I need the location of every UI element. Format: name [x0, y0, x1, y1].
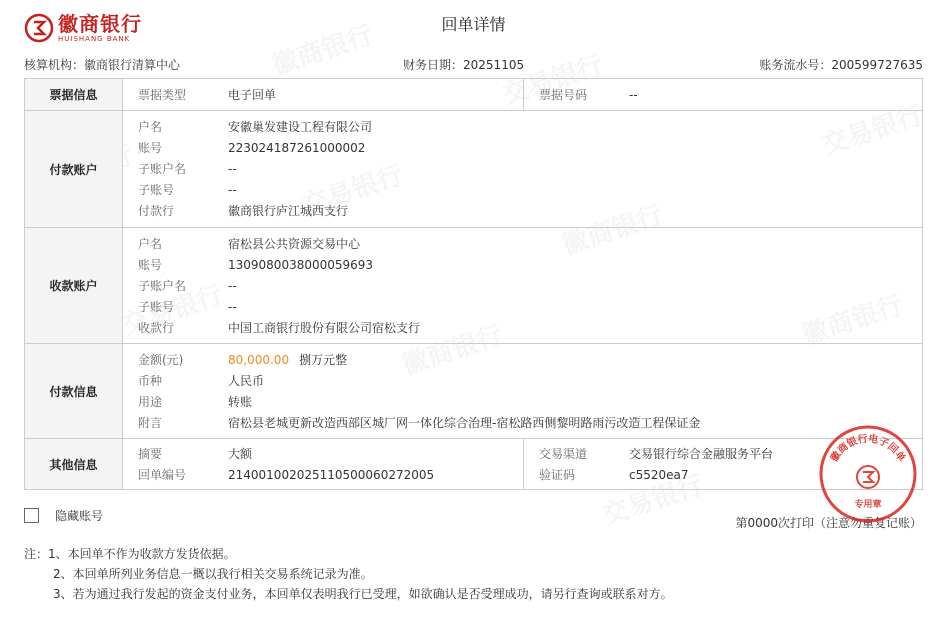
- amount-upper: 捌万元整: [299, 353, 348, 367]
- field-value: 安徽巢发建设工程有限公司: [228, 120, 373, 134]
- serial-label: 账务流水号：: [759, 58, 832, 72]
- note-item: 3、若为通过我行发起的资金支付业务，本回单仅表明我行已受理，如欲确认是否受理成功，请另行查询或联系对方。: [53, 587, 673, 601]
- receipt-number-label: 回单编号: [138, 468, 187, 482]
- field-row: [138, 233, 922, 254]
- field-row: [138, 158, 922, 179]
- notes: [24, 544, 673, 604]
- currency-value: 人民币: [228, 374, 265, 388]
- field-row: [138, 179, 922, 200]
- field-row: [138, 349, 922, 370]
- field-value: 徽商银行庐江城西支行: [228, 204, 349, 218]
- section-header: 付款账户: [25, 111, 123, 227]
- section-payee: [25, 228, 922, 344]
- field-label: 子账号: [138, 300, 175, 314]
- section-other: [25, 439, 922, 489]
- field-row: [138, 412, 922, 433]
- section-payer: [25, 111, 922, 228]
- section-header: 付款信息: [25, 344, 123, 438]
- field-value: --: [228, 278, 237, 293]
- field-label: 户名: [138, 237, 163, 251]
- field-row: [138, 464, 523, 485]
- field-row: [138, 254, 922, 275]
- page-title: 回单详情: [441, 15, 506, 34]
- receipt-no-value: --: [629, 87, 638, 102]
- section-payment: [25, 344, 922, 439]
- field-row: [138, 370, 922, 391]
- field-value: --: [228, 182, 237, 197]
- remark-label: 附言: [138, 416, 163, 430]
- meta-row: [24, 56, 923, 72]
- field-label: 子账号: [138, 183, 175, 197]
- field-row: [138, 317, 922, 338]
- receipt-no-label: 票据号码: [539, 88, 588, 102]
- org-value: 徽商银行清算中心: [84, 58, 181, 72]
- electronic-seal-stamp: [817, 423, 919, 525]
- section-header: 收款账户: [25, 228, 123, 343]
- field-label: 收款行: [138, 321, 175, 335]
- hide-account-checkbox[interactable]: [24, 508, 39, 523]
- stamp-sub: 专用章: [854, 500, 882, 510]
- hide-account-label: 隐藏账号: [55, 509, 104, 523]
- date-value: 20251105: [463, 58, 525, 72]
- field-label: 付款行: [138, 204, 175, 218]
- field-value: 1309080038000059693: [228, 257, 374, 272]
- field-value: 中国工商银行股份有限公司宿松支行: [228, 321, 421, 335]
- note-item: 2、本回单所列业务信息一概以我行相关交易系统记录为准。: [53, 567, 373, 581]
- field-row: [138, 200, 922, 221]
- note-item: 注：1、本回单不作为收款方发货依据。: [24, 547, 236, 561]
- amount-label: 金额(元): [138, 353, 184, 367]
- field-row: [138, 116, 922, 137]
- field-value: 223024187261000002: [228, 140, 366, 155]
- field-row: [138, 137, 922, 158]
- field-row: [138, 296, 922, 317]
- field-row: [138, 391, 922, 412]
- receipt-type-label: 票据类型: [138, 88, 187, 102]
- verify-code-value: c5520ea7: [629, 467, 689, 482]
- hide-account-toggle[interactable]: [24, 507, 103, 524]
- channel-label: 交易渠道: [539, 447, 588, 461]
- remark-value: 宿松县老城更新改造西部区城厂网一体化综合治理-宿松路西侧黎明路雨污改造工程保证金: [228, 416, 701, 430]
- bank-name-en: HUISHANG BANK: [58, 34, 131, 43]
- field-value: --: [228, 299, 237, 314]
- currency-label: 币种: [138, 374, 163, 388]
- section-receipt: [25, 79, 922, 111]
- receipt-type-value: 电子回单: [228, 88, 277, 102]
- stamp-text: 徽商银行电子回单: [829, 433, 907, 464]
- field-row: [138, 275, 922, 296]
- field-label: 账号: [138, 141, 163, 155]
- field-label: 子账户名: [138, 162, 187, 176]
- org-label: 核算机构：: [24, 58, 85, 72]
- field-value: --: [228, 161, 237, 176]
- summary-value: 大额: [228, 447, 253, 461]
- receipt-number-value: 21400100202511050006027200​5: [228, 467, 435, 482]
- date-label: 财务日期：: [403, 58, 464, 72]
- amount-value: 80,000.00: [228, 352, 290, 367]
- verify-code-label: 验证码: [539, 468, 576, 482]
- section-header: 票据信息: [25, 79, 123, 110]
- field-label: 子账户名: [138, 279, 187, 293]
- field-label: 账号: [138, 258, 163, 272]
- channel-value: 交易银行综合金融服务平台: [629, 447, 774, 461]
- field-label: 户名: [138, 120, 163, 134]
- section-header: 其他信息: [25, 439, 123, 489]
- bank-name-cn: 徽商银行: [58, 11, 142, 36]
- field-value: 宿松县公共资源交易中心: [228, 237, 361, 251]
- summary-label: 摘要: [138, 447, 163, 461]
- purpose-value: 转账: [228, 395, 253, 409]
- purpose-label: 用途: [138, 395, 163, 409]
- serial-value: 200599727635: [831, 58, 923, 72]
- print-info: 第0000次打印（注意勿重复记账）: [735, 516, 922, 530]
- field-row: [138, 443, 523, 464]
- receipt-table: [24, 78, 923, 490]
